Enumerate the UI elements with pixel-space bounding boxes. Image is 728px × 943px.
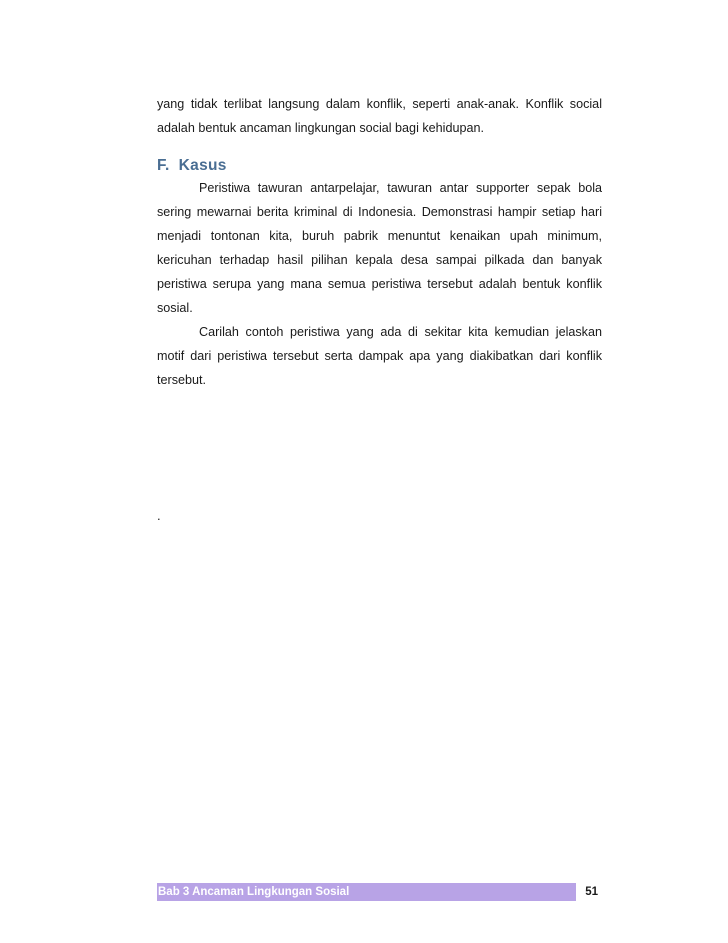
stray-period: . xyxy=(157,508,161,523)
intro-paragraph: yang tidak terlibat langsung dalam konflik, seperti anak-anak. Konflik social adalah bentuk ancaman lingkungan social bagi kehidupan. xyxy=(157,97,602,135)
case-paragraph-1: Peristiwa tawuran antarpelajar, tawuran antar supporter sepak bola sering mewarnai berita kriminal di Indonesia. Demonstrasi hampir setiap hari menjadi tontonan kita, buruh pabrik menuntut kenaikan upah minimum, kericuhan terhadap hasil pilihan kepala desa sampai pilkada dan banyak peristiwa serupa yang mana semua peristiwa tersebut adalah bentuk konflik sosial. xyxy=(157,181,602,315)
section-title: Kasus xyxy=(178,157,227,174)
page-number: 51 xyxy=(585,886,598,898)
chapter-title: Bab 3 Ancaman Lingkungan Sosial xyxy=(158,886,350,898)
page-footer xyxy=(157,883,602,901)
section-number: F. xyxy=(157,157,170,174)
section-heading xyxy=(157,156,602,176)
case-paragraph-2: Carilah contoh peristiwa yang ada di sekitar kita kemudian jelaskan motif dari peristiwa tersebut serta dampak apa yang diakibatkan dari konflik tersebut. xyxy=(157,325,602,387)
footer-bar xyxy=(157,883,576,901)
page-body xyxy=(157,92,602,392)
